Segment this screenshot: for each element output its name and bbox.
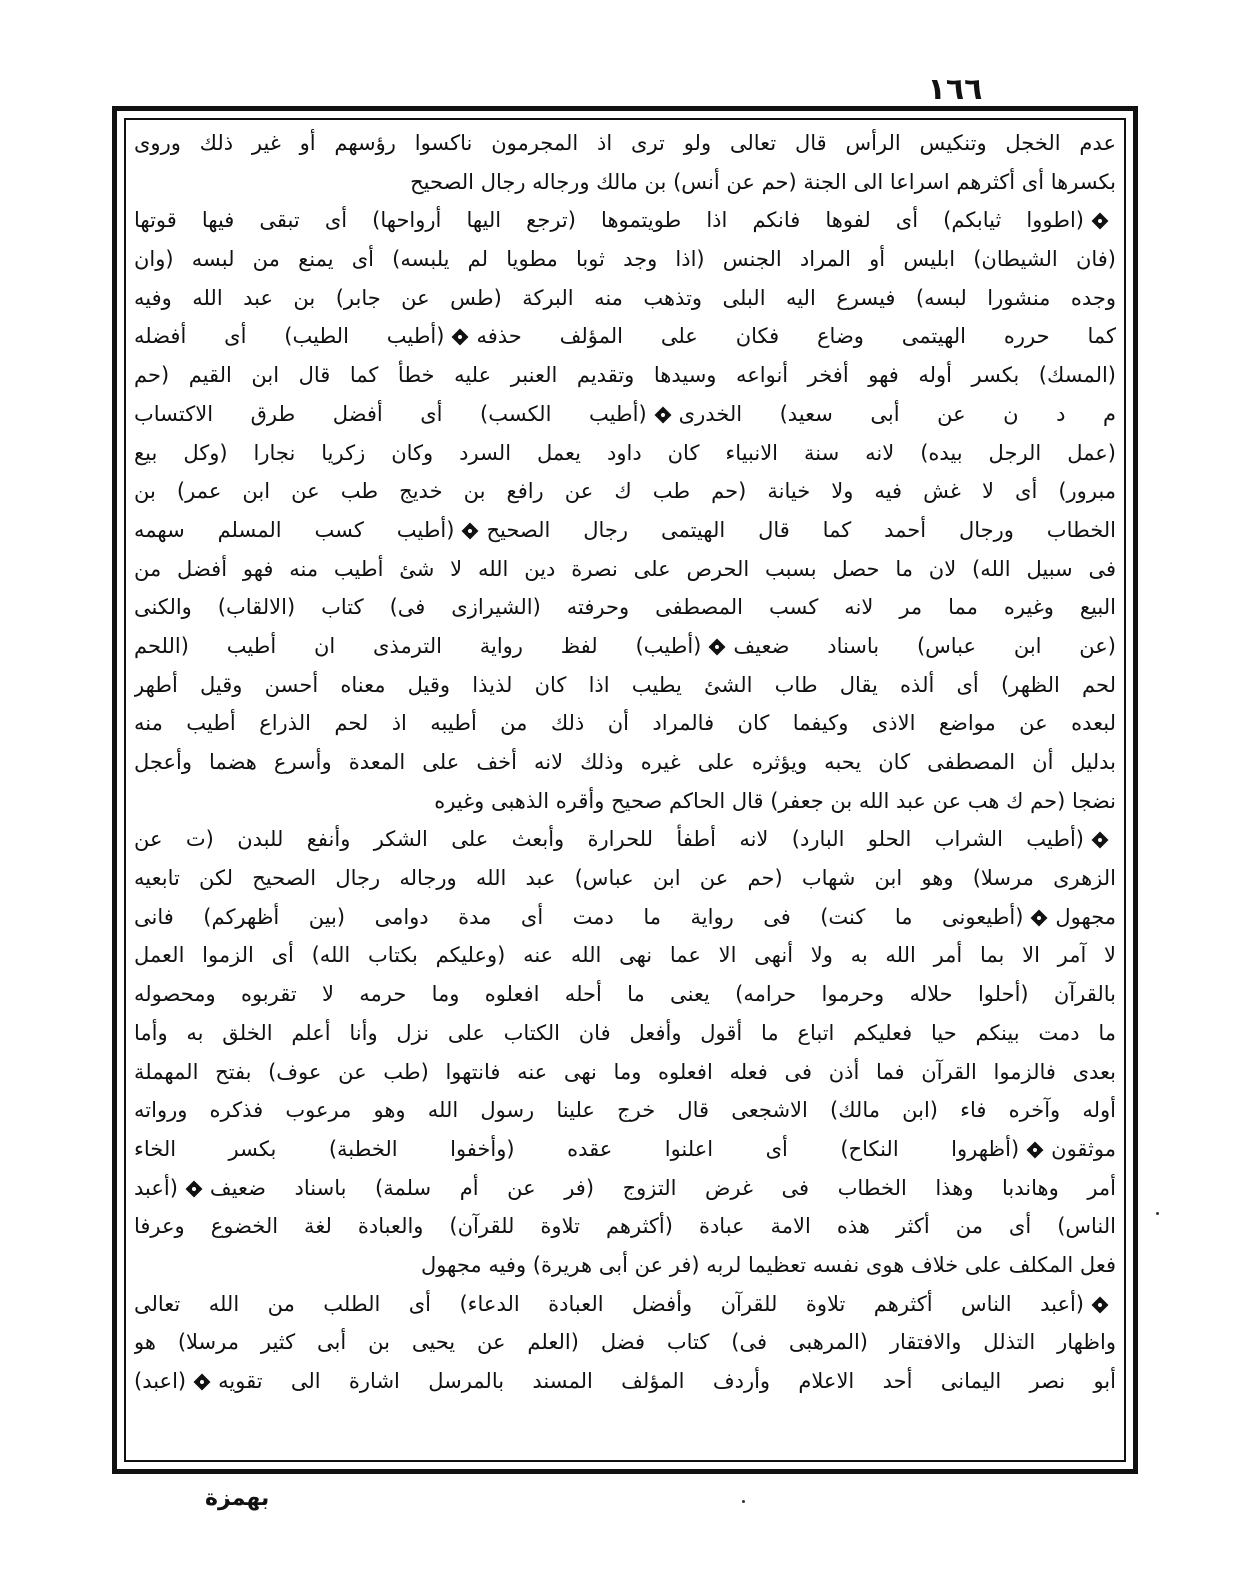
text-line: [134, 550, 1116, 589]
text-line: [134, 511, 1116, 550]
text-line: [134, 1053, 1116, 1092]
section-ornament-icon: [184, 1179, 204, 1199]
line-text: (أطيعونى ما كنت) فى رواية ما دمت أى مدة دوامى (بين أظهركم) فانى: [134, 904, 1024, 929]
line-text: الزهرى مرسلا) وهو ابن شهاب (حم عن ابن عباس) عبد الله ورجاله رجال الصحيح لكن تابعيه: [134, 866, 1116, 891]
text-line: [134, 1207, 1116, 1246]
text-line: [134, 1246, 1116, 1285]
line-text: بدليل أن المصطفى كان يحبه ويؤثره على غيره وذلك لانه أخف على المعدة وأسرع هضما وأعجل: [134, 750, 1116, 774]
line-text: كما حرره الهيتمى وضاع فكان على المؤلف حذفه: [476, 324, 1116, 349]
line-text: (المسك) بكسر أوله فهو أفخر أنواعه وسيدها وتقديم العنبر عليه خطأ كما قال ابن القيم (حم: [134, 363, 1116, 388]
commentary-text-block: [134, 124, 1116, 1401]
text-line: [134, 820, 1116, 859]
line-text: بالقرآن (أحلوا حلاله وحرموا حرامه) يعنى ما أحله افعلوه وما حرمه لا تقربوه ومحصوله: [134, 982, 1116, 1007]
line-text: موثقون: [1051, 1136, 1116, 1161]
line-text: (فان الشيطان) ابليس أو المراد الجنس (اذا وجد ثوبا مطويا لم يلبسه) أى يمنع من لبسه (وان: [134, 247, 1116, 272]
text-line: [134, 201, 1116, 240]
line-text: (أعبد الناس أكثرهم تلاوة للقرآن وأفضل العبادة الدعاء) أى الطلب من الله تعالى: [134, 1291, 1084, 1316]
line-text: أبو نصر اليمانى أحد الاعلام وأردف المؤلف المسند بالمرسل اشارة الى تقويه: [218, 1369, 1116, 1393]
line-text: مبرور) أى لا غش فيه ولا خيانة (حم طب ك عن رافع بن خديج طب عن ابن عمر) بن: [134, 479, 1116, 504]
text-line: [134, 1169, 1116, 1208]
line-text: (اعبد): [134, 1369, 187, 1393]
text-line: [134, 859, 1116, 898]
line-text: وجده منشورا لبسه) فيسرع اليه البلى وتذهب منه البركة (طس عن جابر) بن عبد الله وفيه: [134, 285, 1116, 310]
line-text: مجهول: [1055, 904, 1116, 929]
section-ornament-icon: [1090, 830, 1110, 850]
text-line: [134, 1285, 1116, 1324]
text-line: [134, 1323, 1116, 1362]
line-text: أمر وهاندبا وهذا الخطاب فى غرض التزوج (فر عن أم سلمة) باسناد ضعيف: [209, 1175, 1116, 1200]
line-text: أوله وآخره فاء (ابن مالك) الاشجعى قال خرج علينا رسول الله وهو مرعوب فذكره ورواته: [134, 1098, 1116, 1123]
text-line: [134, 124, 1116, 163]
text-line: [134, 434, 1116, 473]
line-text: (عمل الرجل بيده) لانه سنة الانبياء كان داود يعمل السرد وكان زكريا نجارا (وكل بيع: [134, 440, 1116, 465]
scan-speck: [1156, 1212, 1159, 1215]
text-line: [134, 666, 1116, 705]
line-text: عدم الخجل وتنكيس الرأس قال تعالى ولو ترى اذ المجرمون ناكسوا رؤسهم أو غير ذلك وروى: [134, 131, 1116, 155]
text-line: [134, 395, 1116, 434]
text-line: [134, 472, 1116, 511]
section-ornament-icon: [1090, 211, 1110, 231]
line-text: م د ن عن أبى سعيد) الخدرى: [678, 401, 1116, 426]
line-text: (أطيب الشراب الحلو البارد) لانه أطفأ للحرارة وأبعث على الشكر وأنفع للبدن (ت عن: [134, 827, 1084, 852]
text-line: [134, 975, 1116, 1014]
section-ornament-icon: [460, 521, 480, 541]
text-line: [134, 936, 1116, 975]
text-line: [134, 279, 1116, 318]
scan-speck: [742, 1500, 745, 1503]
line-text: (أطيب الطيب) أى أفضله: [134, 324, 445, 349]
line-text: فى سبيل الله) لان ما حصل بسبب الحرص على نصرة دين الله لا شئ أطيب منه فهو أفضل من: [134, 556, 1116, 581]
line-text: لبعده عن مواضع الاذى وكيفما كان فالمراد أن ذلك من أطيبه اذ لحم الذراع أطيب منه: [134, 711, 1116, 736]
text-line: [134, 588, 1116, 627]
section-ornament-icon: [450, 327, 470, 347]
line-text: (أطيب) لفظ رواية الترمذى ان أطيب (اللحم: [134, 633, 702, 658]
text-line: [134, 782, 1116, 821]
text-line: [134, 627, 1116, 666]
line-text: (أطيب كسب المسلم سهمه: [134, 517, 455, 542]
line-text: الخطاب ورجال أحمد كما قال الهيتمى رجال الصحيح: [486, 517, 1116, 542]
line-text: (أعبد: [134, 1175, 178, 1200]
text-line: [134, 704, 1116, 743]
text-line: [134, 317, 1116, 356]
text-line: [134, 1091, 1116, 1130]
line-text: بعدى فالزموا القرآن فما أذن فى فعله افعلوه وما نهى عنه فانتهوا (طب عن عوف) بفتح المهملة: [134, 1059, 1116, 1084]
line-text: لا آمر الا بما أمر الله به ولا أنهى الا عما نهى الله عنه (وعليكم بكتاب الله) أى الزموا العمل: [134, 943, 1116, 968]
text-line: [134, 163, 1116, 202]
text-line: [134, 1130, 1116, 1169]
text-line: [134, 356, 1116, 395]
section-ornament-icon: [653, 405, 673, 425]
text-line: [134, 743, 1116, 782]
section-ornament-icon: [707, 637, 727, 657]
section-ornament-icon: [1029, 908, 1049, 928]
line-text: الناس) أى من أكثر هذه الامة عبادة (أكثرهم تلاوة للقرآن) والعبادة لغة الخضوع وعرفا: [134, 1214, 1116, 1239]
line-text: ما دمت بينكم حيا فعليكم اتباع ما أقول وأفعل فان الكتاب على نزل وأنا أعلم الخلق به وأما: [134, 1020, 1116, 1045]
line-text: (أطيب الكسب) أى أفضل طرق الاكتساب: [134, 401, 647, 426]
text-line: [134, 898, 1116, 937]
text-line: [134, 1362, 1116, 1401]
line-text: البيع وغيره مما مر لانه كسب المصطفى وحرفته (الشيرازى فى) كتاب (الالقاب) والكنى: [134, 595, 1116, 620]
catchword: بهمزة: [205, 1486, 270, 1511]
line-text: (اطووا ثيابكم) أى لفوها فانكم اذا طويتموها (ترجع اليها أرواحها) أى تبقى فيها قوتها: [134, 208, 1084, 233]
line-text: بكسرها أى أكثرهم اسراعا الى الجنة (حم عن أنس) بن مالك ورجاله رجال الصحيح: [410, 169, 1116, 194]
section-ornament-icon: [1025, 1140, 1045, 1160]
section-ornament-icon: [192, 1372, 212, 1392]
line-text: (أظهروا النكاح) أى اعلنوا عقده (وأخفوا الخطبة) بكسر الخاء: [134, 1136, 1020, 1161]
line-text: نضجا (حم ك هب عن عبد الله بن جعفر) قال الحاكم صحيح وأقره الذهبى وغيره: [434, 788, 1116, 813]
page-number: ١٦٦: [927, 72, 983, 107]
text-line: [134, 240, 1116, 279]
line-text: لحم الظهر) أى ألذه يقال طاب الشئ يطيب اذا كان لذيذا وقيل معناه أحسن وقيل أطهر: [134, 672, 1116, 697]
text-line: [134, 1014, 1116, 1053]
line-text: (عن ابن عباس) باسناد ضعيف: [733, 633, 1116, 658]
line-text: واظهار التذلل والافتقار (المرهبى فى) كتاب فضل (العلم عن يحيى بن أبى كثير مرسلا) هو: [134, 1330, 1116, 1355]
line-text: فعل المكلف على خلاف هوى نفسه تعظيما لربه (فر عن أبى هريرة) وفيه مجهول: [421, 1252, 1116, 1277]
section-ornament-icon: [1090, 1295, 1110, 1315]
